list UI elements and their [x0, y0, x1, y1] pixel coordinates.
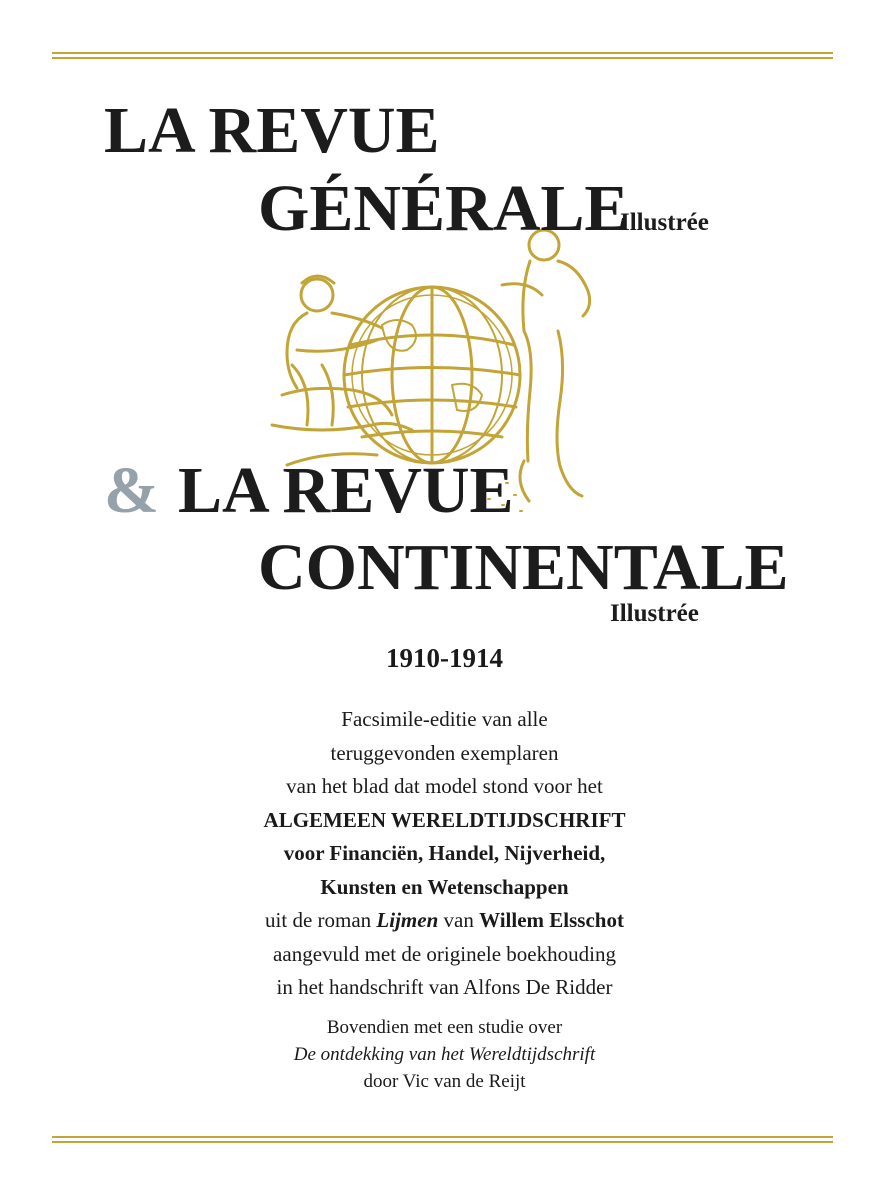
description-line: aangevuld met de originele boekhouding: [273, 941, 616, 966]
description-line: Facsimile-editie van alle: [341, 707, 548, 731]
description-line: teruggevonden exemplaren: [330, 740, 559, 765]
title-line-3: LA REVUE: [178, 454, 514, 527]
novel-author: Willem Elsschot: [479, 908, 624, 932]
study-block: [0, 1014, 889, 1095]
description-line: voor Financiën, Handel, Nijverheid,: [283, 841, 606, 865]
description-line-novel: [0, 904, 889, 938]
title-line-2-suffix: Illustrée: [620, 209, 709, 236]
study-title: De ontdekking van het Wereldtijdschrift: [293, 1044, 596, 1065]
novel-title: Lijmen: [376, 908, 439, 932]
standing-figure-icon: [502, 230, 590, 501]
bottom-gold-rule: [52, 1136, 833, 1143]
novel-mid: van: [443, 908, 474, 932]
novel-prefix: uit de roman: [265, 908, 372, 932]
publication-years: 1910-1914: [386, 643, 503, 673]
description-line: Kunsten en Wetenschappen: [320, 874, 569, 899]
title-ampersand: &: [104, 454, 159, 527]
study-line: Bovendien met een studie over: [326, 1017, 563, 1038]
description-line: van het blad dat model stond voor het: [286, 774, 603, 798]
description-line: ALGEMEEN WERELDTIJDSCHRIFT: [263, 807, 626, 832]
study-author: door Vic van de Reijt: [363, 1071, 526, 1092]
description-line: in het handschrift van Alfons De Ridder: [276, 975, 613, 999]
top-gold-rule: [52, 52, 833, 59]
title-line-1: LA REVUE: [104, 94, 440, 167]
globe-icon: [344, 287, 520, 463]
title-line-2: GÉNÉRALE: [258, 172, 629, 245]
title-line-4: CONTINENTALE: [258, 531, 789, 604]
title-line-4-suffix: Illustrée: [610, 600, 699, 627]
description-block: [0, 703, 889, 1005]
